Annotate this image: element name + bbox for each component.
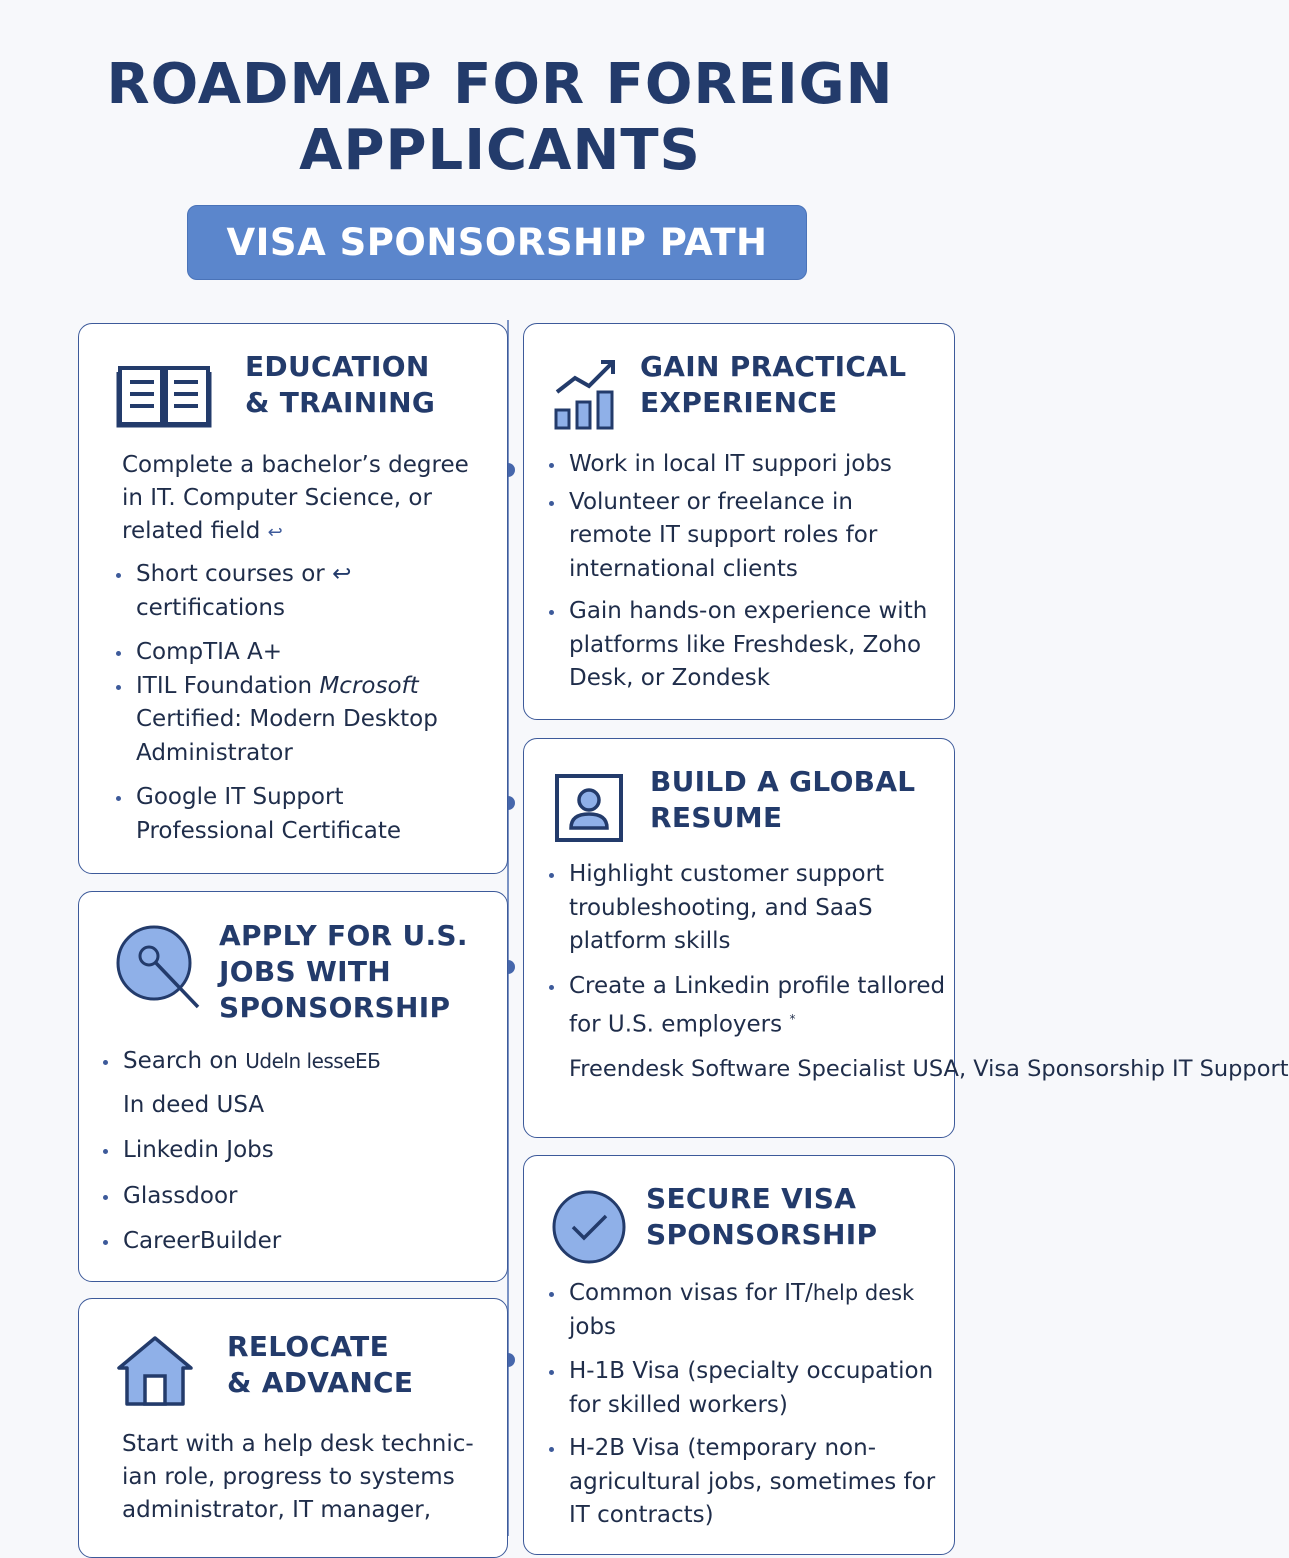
card-title (650, 764, 915, 836)
card-resume (523, 738, 1289, 1138)
list-item: Glassdoor (101, 1180, 496, 1214)
card-title-line: BUILD A GLOBAL (650, 765, 916, 798)
card-title-line: RELOCATE (227, 1330, 390, 1363)
card-title-line: APPLY FOR U.S. (219, 919, 468, 952)
list-item: Work in local IT suppori jobs (547, 448, 942, 482)
page-title (0, 52, 1000, 184)
list-item: CompTIA A+ (114, 636, 494, 670)
list-item: Create a Linkedin profile tallored for U.S. employers * (547, 970, 947, 1043)
card-title-line: EDUCATION (245, 350, 430, 383)
experience-list (547, 448, 942, 696)
card-title-line: & ADVANCE (227, 1366, 414, 1399)
card-title (640, 349, 906, 421)
list-item: Google IT Support Professional Certificate (114, 781, 494, 848)
card-title-line: JOBS WITH (219, 955, 392, 988)
card-title-line: EXPERIENCE (640, 386, 838, 419)
card-intro: Start with a help desk technic- ian role, progress to systems administrator, IT manager, (122, 1431, 474, 1523)
list-item: Freendesk Software Specialist USA, Visa Sponsorship IT Support (569, 1056, 1289, 1083)
card-title-line: SPONSORSHIP (219, 991, 451, 1024)
card-apply (78, 891, 508, 1282)
banner: VISA SPONSORSHIP PATH (187, 205, 807, 280)
house-icon (115, 1334, 195, 1406)
list-item: H-2B Visa (temporary non-agricultural jobs, sometimes for IT contracts) (547, 1432, 942, 1533)
title-line-1: ROADMAP FOR FOREIGN (106, 52, 894, 117)
resume-list (547, 858, 1289, 1087)
checkmark-icon (551, 1189, 627, 1265)
list-item: Highlight customer support troubleshooting, and SaaS platform skills (547, 858, 947, 959)
intro-text: Complete a bachelor’s degree in IT. Computer Science, or related field (122, 452, 469, 544)
list-item: H-1B Visa (specialty occupation for skilled workers) (547, 1355, 942, 1422)
card-relocate (78, 1298, 508, 1558)
card-title-line: RESUME (650, 801, 783, 834)
open-book-icon (116, 362, 212, 428)
card-experience (523, 323, 955, 720)
card-title (227, 1329, 413, 1401)
card-intro (122, 449, 482, 549)
list-item: In deed USA (123, 1091, 265, 1118)
card-title-line: SPONSORSHIP (646, 1218, 878, 1251)
arrow-mark: ↩ (332, 561, 352, 587)
resume-profile-icon (555, 774, 623, 842)
list-item: Gain hands-on experience with platforms like Freshdesk, Zoho Desk, or Zondesk (547, 595, 942, 696)
list-item: CareerBuilder (101, 1225, 496, 1259)
list-item: ITIL Foundation Mcrosoft Certified: Modern Desktop Administrator (114, 670, 494, 771)
card-title-line: GAIN PRACTICAL (640, 350, 907, 383)
card-title (245, 349, 435, 421)
card-title-line: SECURE VISA (646, 1182, 857, 1215)
visa-list (547, 1277, 942, 1533)
card-title (219, 918, 468, 1026)
magnifier-icon (116, 925, 200, 1009)
list-item: Volunteer or freelance in remote IT support roles for international clients (547, 486, 942, 587)
card-title (646, 1181, 877, 1253)
list-item: Linkedin Jobs (101, 1134, 496, 1168)
list-item: Common visas for IT/help desk jobs (547, 1277, 942, 1344)
list-item: Search on Udeln lesseEБ (101, 1045, 496, 1079)
growth-chart-icon (553, 356, 619, 432)
card-visa (523, 1155, 955, 1555)
apply-list (101, 1045, 496, 1259)
list-item: Short courses or ↩ certifications (114, 558, 494, 625)
education-list (114, 558, 494, 848)
title-line-2: APPLICANTS (299, 118, 701, 183)
footnote-mark: * (789, 1012, 796, 1026)
card-education (78, 323, 508, 874)
card-title-line: & TRAINING (245, 386, 436, 419)
scribble-mark: ↩ (267, 522, 283, 543)
